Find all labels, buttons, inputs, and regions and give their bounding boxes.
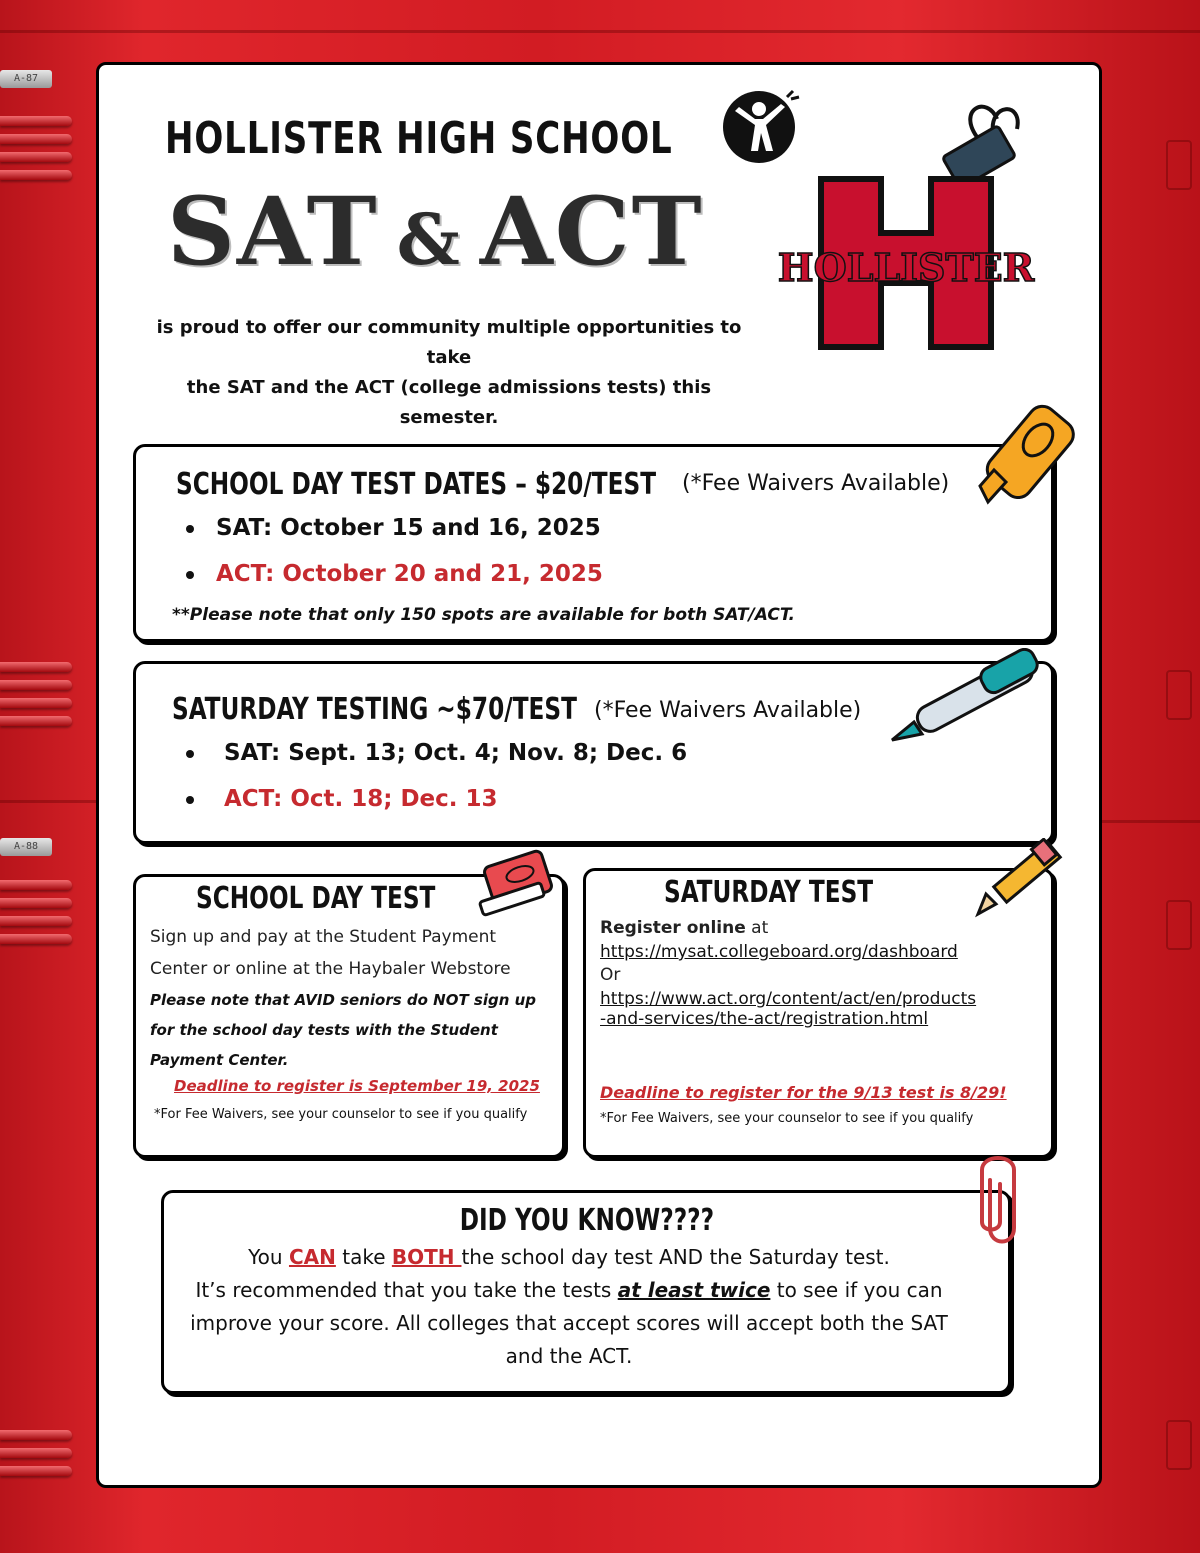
intro-text [139, 313, 759, 433]
locker-vent [0, 716, 72, 726]
locker-hinge [1166, 670, 1192, 720]
saturday-test-heading: SATURDAY TEST [664, 875, 874, 910]
locker-vent [0, 116, 72, 126]
saturday-sat-text: SAT: Sept. 13; Oct. 4; Nov. 8; Dec. 6 [224, 740, 688, 766]
book-icon [474, 848, 560, 922]
did-you-know-header [164, 1203, 1010, 1238]
avid-logo-icon [721, 85, 805, 165]
avid-note [150, 985, 536, 1075]
locker-vent [0, 880, 72, 890]
logo-word: HOLLISTER [777, 245, 1035, 290]
saturday-waiver-note: *For Fee Waivers, see your counselor to see if you qualify [600, 1111, 974, 1126]
dyk-line-4: and the ACT. [505, 1344, 633, 1368]
dyk-l1-c: the school day test AND the Saturday test. [461, 1245, 890, 1269]
pen-icon [884, 648, 1050, 746]
intro-line-1: is proud to offer our community multiple opportunities to take [156, 317, 742, 368]
locker-vent [0, 134, 72, 144]
locker-hinge [1166, 140, 1192, 190]
dyk-at-least-twice: at least twice [617, 1278, 771, 1302]
locker-vent [0, 1430, 72, 1440]
locker-tag: A-87 [0, 70, 52, 88]
school-day-deadline: Deadline to register is September 19, 2025 [174, 1077, 540, 1095]
instructions-line-1: Sign up and pay at the Student Payment [150, 927, 497, 947]
locker-vent [0, 152, 72, 162]
saturday-fee-note: (*Fee Waivers Available) [594, 698, 862, 723]
saturday-dates-header [172, 692, 592, 727]
act-link-part-1[interactable]: https://www.act.org/content/act/en/products [600, 989, 977, 1009]
locker-vent [0, 916, 72, 926]
school-day-act-item [186, 561, 603, 587]
school-day-sat-item [186, 515, 601, 541]
locker-vent [0, 662, 72, 672]
did-you-know-box [161, 1190, 1011, 1394]
locker-vent [0, 680, 72, 690]
locker-seam [0, 30, 1200, 33]
dyk-line-3: improve your score. All colleges that accept scores will accept both the SAT [190, 1311, 948, 1335]
locker-vent [0, 698, 72, 708]
collegeboard-link[interactable]: https://mysat.collegeboard.org/dashboard [600, 942, 958, 962]
avid-note-line-1: Please note that AVID seniors do NOT sign up [150, 991, 537, 1009]
act-link-part-2[interactable]: -and-services/the-act/registration.html [600, 1009, 929, 1029]
did-you-know-heading: DID YOU KNOW???? [459, 1203, 715, 1238]
avid-note-line-2: for the school day tests with the Student [150, 1021, 498, 1039]
school-day-act-text: ACT: October 20 and 21, 2025 [216, 561, 603, 587]
school-day-sat-text: SAT: October 15 and 16, 2025 [216, 515, 601, 541]
register-line [600, 915, 976, 942]
dyk-line-2 [164, 1274, 974, 1307]
school-day-instructions [150, 921, 511, 985]
school-day-test-heading: SCHOOL DAY TEST [196, 881, 436, 916]
title-sat: SAT [167, 177, 379, 287]
school-day-dates-header [176, 467, 676, 502]
register-bold: Register online [600, 918, 746, 938]
title [167, 177, 704, 287]
school-name: HOLLISTER HIGH SCHOOL [165, 113, 673, 164]
locker-vent [0, 170, 72, 180]
saturday-sat-item [186, 740, 687, 766]
intro-line-2: the SAT and the ACT (college admissions tests) this semester. [186, 377, 712, 428]
paperclip-icon [972, 1150, 1026, 1250]
locker-tag: A-88 [0, 838, 52, 856]
dyk-can: CAN [288, 1245, 336, 1269]
saturday-deadline: Deadline to register for the 9/13 test is 8/29! [600, 1083, 1007, 1102]
instructions-line-2: Center or online at the Haybaler Webstore [150, 959, 511, 979]
locker-vent [0, 1448, 72, 1458]
title-amp: & [396, 198, 462, 281]
saturday-act-item [186, 786, 498, 812]
school-day-dates-heading: SCHOOL DAY TEST DATES – $20/TEST [176, 467, 657, 502]
locker-vent [0, 898, 72, 908]
locker-seam [1102, 820, 1200, 823]
register-rest: at [745, 918, 769, 938]
locker-hinge [1166, 1420, 1192, 1470]
dyk-l2-b: to see if you can [770, 1278, 943, 1302]
pencil-icon [972, 838, 1064, 918]
saturday-act-text: ACT: Oct. 18; Dec. 13 [224, 786, 498, 812]
dyk-both: BOTH [391, 1245, 462, 1269]
spots-note: **Please note that only 150 spots are available for both SAT/ACT. [172, 605, 796, 625]
school-day-dates-box [133, 444, 1054, 642]
highlighter-icon [966, 390, 1090, 514]
school-day-fee-note: (*Fee Waivers Available) [682, 471, 950, 496]
hollister-h-logo [771, 173, 1041, 353]
registration-info [600, 915, 976, 1029]
locker-vent [0, 1466, 72, 1476]
locker-hinge [1166, 900, 1192, 950]
dyk-l1-b: take [335, 1245, 392, 1269]
saturday-dates-heading: SATURDAY TESTING ~$70/TEST [172, 692, 577, 727]
dyk-l1-a: You [248, 1245, 289, 1269]
locker-vent [0, 934, 72, 944]
or-text: Or [600, 965, 621, 985]
school-day-waiver-note: *For Fee Waivers, see your counselor to see if you qualify [154, 1107, 528, 1122]
avid-note-line-3: Payment Center. [150, 1051, 289, 1069]
title-act: ACT [479, 177, 704, 287]
dyk-l2-a: It’s recommended that you take the tests [195, 1278, 618, 1302]
locker-seam [0, 800, 96, 803]
did-you-know-body [164, 1241, 974, 1373]
dyk-line-1 [164, 1241, 974, 1274]
